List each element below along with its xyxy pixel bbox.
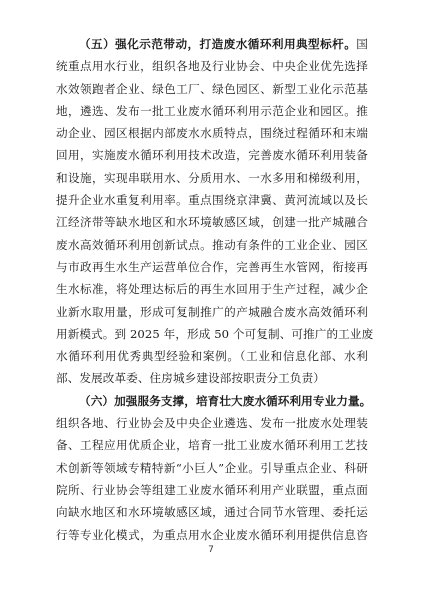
body-line: 组织各地、行业协会及中央企业遴选、发布一批废水处理装: [56, 416, 368, 431]
body-text: [56, 33, 374, 546]
body-line: 动企业、园区根据内部废水水质特点，围绕过程循环和末端: [56, 126, 368, 141]
body-line: 院所、行业协会等组建工业废水循环利用产业联盟，重点面: [56, 482, 368, 497]
body-line: 术创新等领域专精特新“小巨人”企业。引导重点企业、科研: [56, 460, 368, 475]
body-line: 生水标准，将处理达标后的再生水回用于生产过程，减少企: [56, 282, 368, 297]
body-line: 业新水取用量，形成可复制推广的产城融合废水高效循环利: [56, 304, 368, 319]
body-line: 地，遴选、发布一批工业废水循环利用示范企业和园区。推: [56, 103, 368, 118]
section-5-first-line: [56, 33, 368, 55]
body-line: 和设施，实现串联用水、分质用水、一水多用和梯级利用，: [56, 170, 368, 185]
body-line: 与市政再生水生产运营单位合作，完善再生水管网，衔接再: [56, 259, 368, 274]
body-line: 国: [356, 37, 368, 51]
body-line: 江经济带等缺水地区和水环境敏感区域，创建一批产城融合: [56, 215, 368, 230]
body-line: 水循环利用优秀典型经验和案例。（工业和信息化部、水利: [56, 349, 368, 364]
body-line: 回用，实施废水循环利用技术改造，完善废水循环利用装备: [56, 148, 368, 163]
body-line: 水效领跑者企业、绿色工厂、绿色园区、新型工业化示范基: [56, 81, 368, 96]
body-line: 提升企业水重复利用率。重点围绕京津冀、黄河流域以及长: [56, 193, 368, 208]
body-line: 废水高效循环利用创新试点。推动有条件的工业企业、园区: [56, 237, 368, 252]
body-line: 备、工程应用优质企业，培育一批工业废水循环利用工艺技: [56, 438, 368, 453]
body-line: 向缺水地区和水环境敏感区域，通过合同节水管理、委托运: [56, 505, 368, 520]
section-6-heading: （六）加强服务支撑，培育壮大废水循环利用专业力量。: [79, 393, 372, 408]
body-line: 部、发展改革委、住房城乡建设部按职责分工负责）: [56, 371, 325, 386]
body-line: 用新模式。到 2025 年，形成 50 个可复制、可推广的工业废: [56, 326, 374, 341]
body-line: 统重点用水行业，组织各地及行业协会、中央企业优先选择: [56, 59, 368, 74]
body-line: 行等专业化模式，为重点用水企业废水循环利用提供信息咨: [56, 527, 368, 542]
page-number: 7: [208, 545, 214, 555]
section-5-heading: （五）强化示范带动，打造废水循环利用典型标杆。: [79, 37, 357, 51]
